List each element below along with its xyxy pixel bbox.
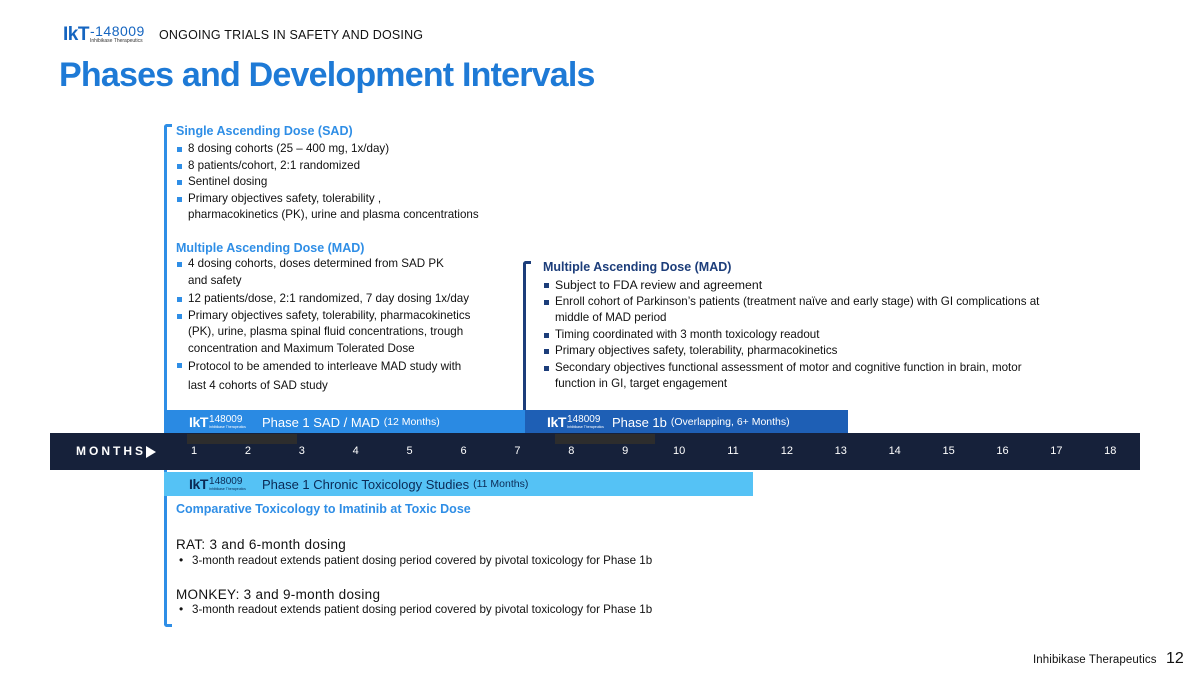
list-item-text: Primary objectives safety, tolerability, pharmacokinetics [188, 308, 471, 322]
mad-section [176, 241, 470, 395]
list-item [176, 256, 470, 289]
month-tick-11: 11 [727, 445, 739, 457]
bar-logo-subtitle: Inhibikase Therapeutics [567, 425, 604, 429]
bar-logo [547, 414, 604, 430]
monkey-heading: MONKEY: 3 and 9-month dosing [176, 587, 381, 602]
month-tick-16: 16 [996, 445, 1009, 457]
month-tick-1: 1 [190, 445, 198, 457]
list-item: • 3-month readout extends patient dosing period covered by pivotal toxicology for Phase 1b [176, 603, 652, 616]
month-tick-8: 8 [568, 445, 575, 457]
page-title: Phases and Development Intervals [59, 56, 595, 94]
play-arrow-icon [146, 446, 156, 458]
bar-logo-number: 148009 [209, 414, 243, 425]
company-logo [63, 24, 145, 46]
bar-logo-subtitle: Inhibikase Therapeutics [209, 425, 246, 429]
rat-heading: RAT: 3 and 6-month dosing [176, 537, 347, 552]
list-item: 12 patients/dose, 2:1 randomized, 7 day dosing 1x/day [176, 291, 470, 308]
month-tick-10: 10 [672, 445, 686, 457]
list-item [543, 360, 1039, 393]
phase-label: Phase 1 Chronic Toxicology Studies [261, 476, 470, 492]
bar-logo-brand: IkT [189, 414, 209, 430]
footer-company: Inhibikase Therapeutics [1033, 654, 1157, 666]
phase-duration: (12 Months) [383, 416, 440, 428]
month-tick-5: 5 [406, 445, 413, 457]
header-tagline: ONGOING TRIALS IN SAFETY AND DOSING [159, 28, 424, 42]
month-tick-12: 12 [780, 445, 794, 457]
mad-title: Multiple Ascending Dose (MAD) [176, 241, 365, 255]
list-item: Sentinel dosing [176, 174, 479, 191]
month-tick-2: 2 [244, 445, 251, 457]
phase1b-mad-title: Multiple Ascending Dose (MAD) [543, 260, 732, 274]
list-item-cont: concentration and Maximum Tolerated Dose [188, 341, 415, 355]
bar-logo-subtitle: Inhibikase Therapeutics [209, 487, 246, 491]
bar-logo-brand: IkT [547, 414, 567, 430]
phase1-tox-bar [164, 472, 753, 496]
logo-subtitle: Inhibikase Therapeutics [89, 38, 143, 44]
month-tick-17: 17 [1050, 445, 1063, 457]
bar-logo-brand: IkT [189, 476, 209, 492]
list-item-text: Primary objectives safety, tolerability , [188, 191, 382, 205]
month-tick-7: 7 [514, 445, 521, 457]
bar-logo-number: 148009 [209, 476, 243, 487]
month-tick-18: 18 [1104, 445, 1117, 457]
phase-duration: (Overlapping, 6+ Months) [670, 416, 790, 428]
phase1b-bar [525, 410, 848, 434]
list-item [176, 191, 479, 224]
phase1-sad-mad-bar [164, 410, 525, 434]
sad-section [176, 124, 479, 224]
month-tick-14: 14 [888, 445, 901, 457]
month-tick-3: 3 [298, 445, 305, 457]
list-item-text: Enroll cohort of Parkinson’s patients (treatment naïve and early stage) with GI complications at [555, 294, 1040, 308]
list-item-text: Secondary objectives functional assessment of motor and cognitive function in brain, motor [555, 360, 1022, 374]
list-item: Subject to FDA review and agreement [543, 277, 1039, 294]
list-item-text: Protocol to be amended to interleave MAD study with [188, 360, 462, 373]
month-tick-6: 6 [460, 445, 467, 457]
left-bracket [164, 124, 172, 627]
logo-number: -148009 [89, 23, 145, 39]
bar-logo [189, 476, 246, 492]
phase-label: Phase 1 SAD / MAD [261, 414, 380, 430]
tox-title: Comparative Toxicology to Imatinib at Toxic Dose [176, 502, 471, 516]
month-tick-13: 13 [834, 445, 847, 457]
month-tick-15: 15 [942, 445, 955, 457]
list-item-cont: (PK), urine, plasma spinal fluid concentrations, trough [188, 325, 464, 338]
list-item: Primary objectives safety, tolerability, pharmacokinetics [543, 343, 1039, 360]
months-label: MONTHS [76, 444, 146, 458]
list-item-cont: middle of MAD period [555, 311, 667, 324]
list-item-cont: pharmacokinetics (PK), urine and plasma concentrations [188, 208, 479, 221]
month-tick-9: 9 [622, 445, 629, 457]
phase-duration: (11 Months) [473, 478, 529, 490]
phase-label: Phase 1b [611, 414, 667, 430]
sad-title: Single Ascending Dose (SAD) [176, 124, 353, 138]
phase1-indicator [187, 434, 297, 444]
phase1b-bracket [523, 261, 531, 411]
list-item-cont: function in GI, target engagement [555, 377, 728, 390]
list-item: 8 dosing cohorts (25 – 400 mg, 1x/day) [176, 141, 479, 158]
list-item [176, 308, 470, 358]
month-tick-4: 4 [352, 445, 359, 457]
list-item-text: 4 dosing cohorts, doses determined from SAD PK [188, 257, 444, 270]
list-item: Timing coordinated with 3 month toxicology readout [543, 327, 1039, 344]
list-item: 8 patients/cohort, 2:1 randomized [176, 158, 479, 175]
bar-logo [189, 414, 246, 430]
phase1b-mad-section [543, 260, 1039, 393]
list-item-cont: and safety [188, 273, 242, 287]
list-item: • 3-month readout extends patient dosing period covered by pivotal toxicology for Phase 1b [176, 554, 652, 567]
list-item-cont: last 4 cohorts of SAD study [188, 379, 328, 392]
page-number: 12 [1166, 650, 1184, 667]
logo-brand: IkT [63, 24, 89, 45]
bar-logo-number: 148009 [567, 414, 601, 425]
list-item [543, 294, 1039, 327]
list-item [176, 357, 470, 395]
phase1b-indicator [555, 434, 655, 444]
